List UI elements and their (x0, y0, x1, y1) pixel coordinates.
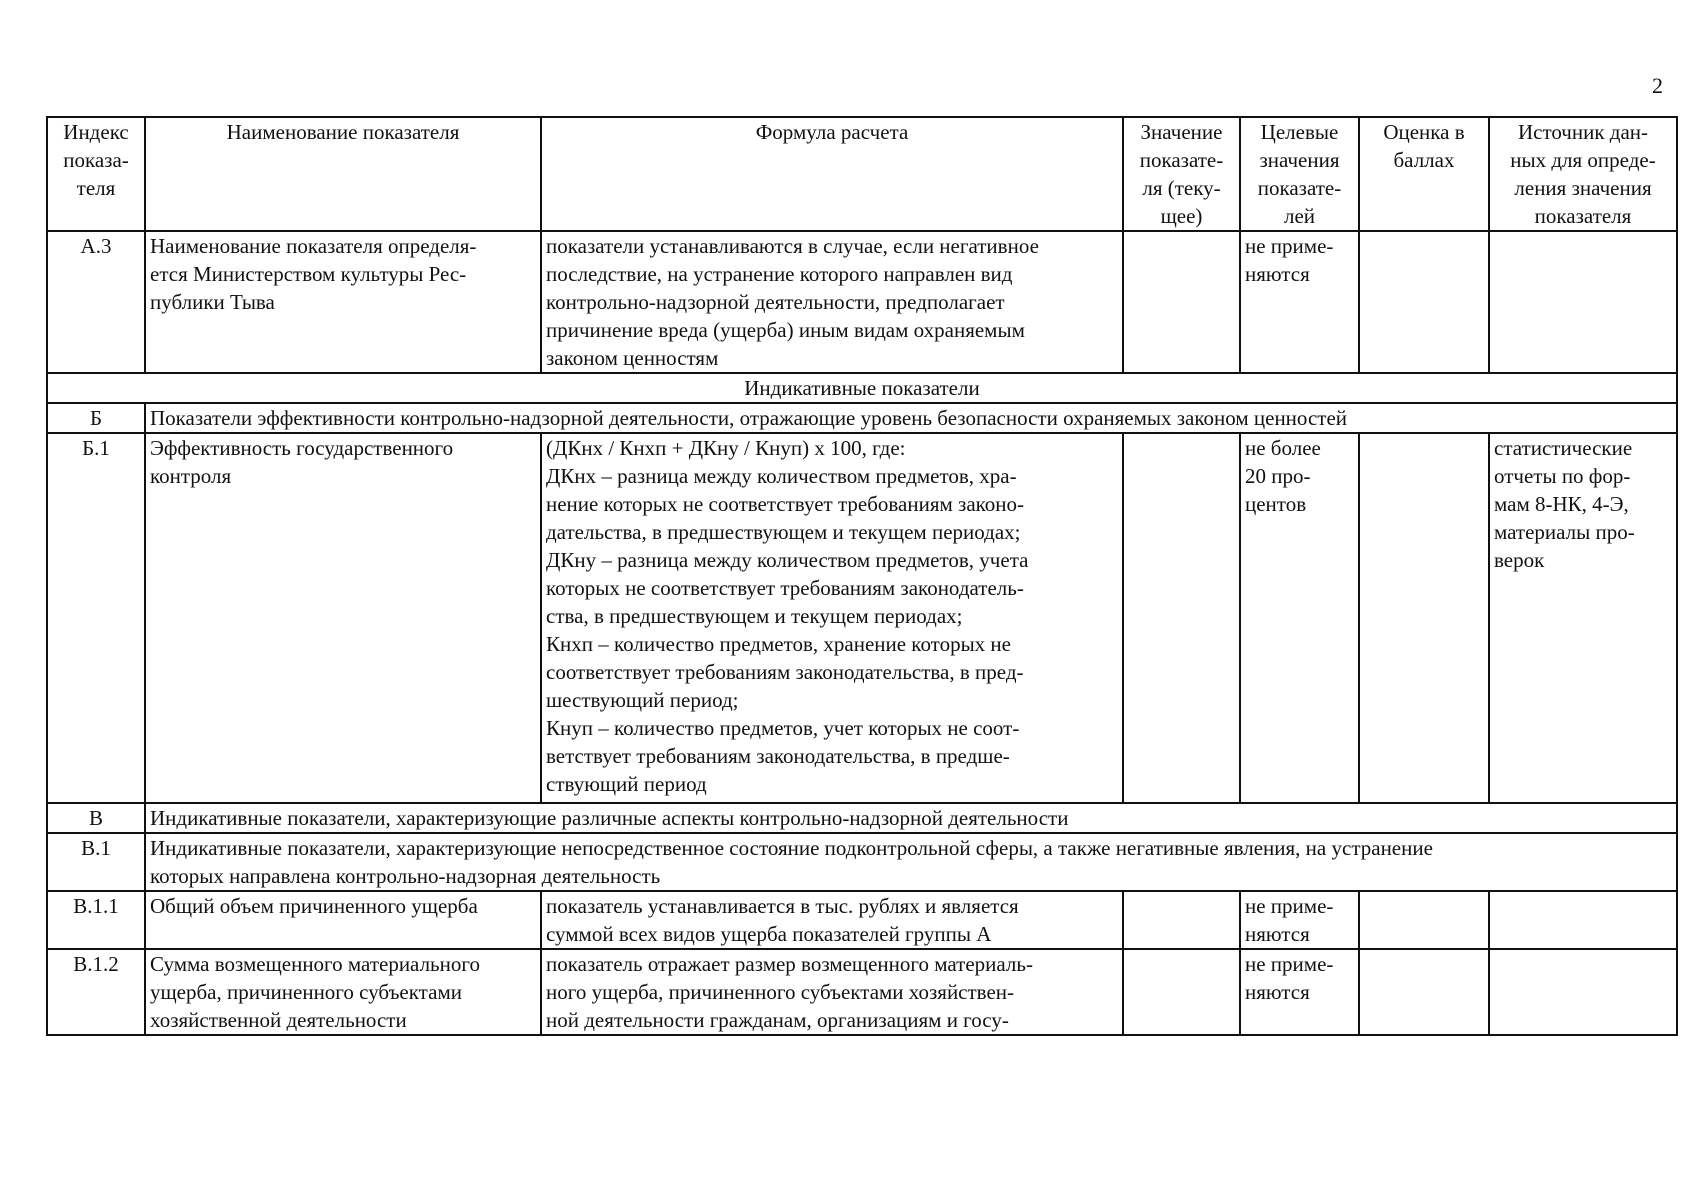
row-score (1359, 231, 1489, 373)
row-source: статистические отчеты по фор- мам 8-НК, 4-Э, материалы про- верок (1489, 433, 1677, 803)
group-row-v1 (47, 833, 1677, 891)
row-index: Б.1 (47, 433, 145, 803)
table-row-v12 (47, 949, 1677, 1035)
page-number: 2 (1652, 73, 1663, 98)
row-current (1123, 231, 1240, 373)
row-name: Наименование показателя определя- ется Министерством культуры Рес- публики Тыва (145, 231, 541, 373)
section-title: Индикативные показатели (47, 373, 1677, 403)
row-index: В.1.1 (47, 891, 145, 949)
indicators-table (46, 116, 1678, 1036)
header-index: Индекс показа- теля (47, 117, 145, 231)
row-name: Эффективность государственного контроля (145, 433, 541, 803)
row-target: не приме- няются (1240, 949, 1359, 1035)
row-score (1359, 891, 1489, 949)
header-name: Наименование показателя (145, 117, 541, 231)
row-source (1489, 231, 1677, 373)
row-target: не приме- няются (1240, 891, 1359, 949)
row-index: В (47, 803, 145, 833)
table-row-a3 (47, 231, 1677, 373)
row-index: Б (47, 403, 145, 433)
header-target-values: Целевые значения показате- лей (1240, 117, 1359, 231)
row-index: А.3 (47, 231, 145, 373)
row-source (1489, 949, 1677, 1035)
row-current (1123, 949, 1240, 1035)
row-index: В.1 (47, 833, 145, 891)
table-row-b1 (47, 433, 1677, 803)
row-score (1359, 949, 1489, 1035)
row-formula: (ДКнх / Кнхп + ДКну / Кнуп) х 100, где: ДКнх – разница между количеством предметов, хра- нение которых не соответствует требованиям законо- дательства, в предшествующем и текущем периодах; ДКну – разница между количеством предметов, учета которых не соответствует требованиям законодатель- ства, в предшествующем и текущем периодах; Кнхп – количество предметов, хранение которых не соответствует требованиям законодательства, в пред- шествующий период; Кнуп – количество предметов, учет которых не соот- ветствует требованиям законодательства, в предше- ствующий период (541, 433, 1123, 803)
row-source (1489, 891, 1677, 949)
group-row-b (47, 403, 1677, 433)
group-title: Показатели эффективности контрольно-надзорной деятельности, отражающие уровень безопасности охраняемых законом ценностей (145, 403, 1677, 433)
row-formula: показатели устанавливаются в случае, если негативное последствие, на устранение которого направлен вид контрольно-надзорной деятельности, предполагает причинение вреда (ущерба) иным видам охраняемым законом ценностям (541, 231, 1123, 373)
header-formula: Формула расчета (541, 117, 1123, 231)
row-current (1123, 433, 1240, 803)
header-current-value: Значение показате- ля (теку- щее) (1123, 117, 1240, 231)
table-row-v11 (47, 891, 1677, 949)
row-target: не приме- няются (1240, 231, 1359, 373)
row-name: Сумма возмещенного материального ущерба, причиненного субъектами хозяйственной деятельности (145, 949, 541, 1035)
group-title: Индикативные показатели, характеризующие различные аспекты контрольно-надзорной деятельности (145, 803, 1677, 833)
row-index: В.1.2 (47, 949, 145, 1035)
header-score: Оценка в баллах (1359, 117, 1489, 231)
header-data-source: Источник дан- ных для опреде- ления значения показателя (1489, 117, 1677, 231)
group-title: Индикативные показатели, характеризующие непосредственное состояние подконтрольной сферы, а также негативные явления, на устранение которых направлена контрольно-надзорная деятельность (145, 833, 1677, 891)
row-score (1359, 433, 1489, 803)
row-formula: показатель отражает размер возмещенного материаль- ного ущерба, причиненного субъектами хозяйствен- ной деятельности гражданам, организациям и госу- (541, 949, 1123, 1035)
section-row-indicative (47, 373, 1677, 403)
row-formula: показатель устанавливается в тыс. рублях и является суммой всех видов ущерба показателей группы А (541, 891, 1123, 949)
row-current (1123, 891, 1240, 949)
header-row (47, 117, 1677, 231)
row-target: не более 20 про- центов (1240, 433, 1359, 803)
group-row-v (47, 803, 1677, 833)
row-name: Общий объем причиненного ущерба (145, 891, 541, 949)
